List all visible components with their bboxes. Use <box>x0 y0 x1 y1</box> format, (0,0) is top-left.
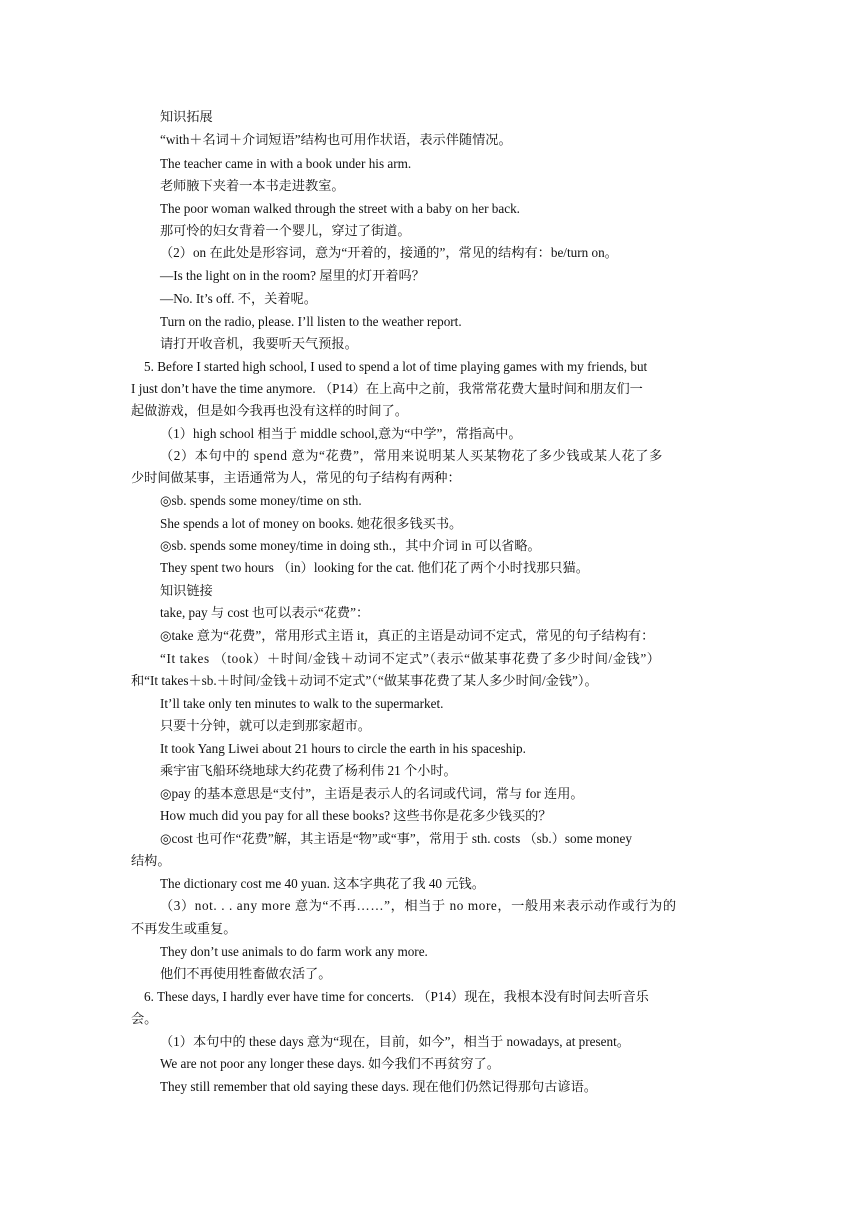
text-line: 起做游戏，但是如今我再也没有这样的时间了。 <box>131 403 408 418</box>
text-line: ◎take 意为“花费”，常用形式主语 it，真正的主语是动词不定式，常见的句子结构有： <box>160 628 655 643</box>
item-6-line: 6. These days, I hardly ever have time for concerts. （P14）现在，我根本没有时间去听音乐 <box>144 989 649 1004</box>
text-line: They spent two hours （in）looking for the cat. 他们花了两个小时找那只猫。 <box>160 560 589 575</box>
text-line: 不再发生或重复。 <box>131 921 237 936</box>
text-line: 结构。 <box>131 853 171 868</box>
text-line: 会。 <box>131 1011 158 1026</box>
text-line: ◎cost 也可作“花费”解，其主语是“物”或“事”，常用于 sth. costs （sb.）some money <box>160 831 632 846</box>
heading-knowledge-link: 知识链接 <box>160 583 213 598</box>
text-line: ◎pay 的基本意思是“支付”，主语是表示人的名词或代词，常与 for 连用。 <box>160 786 584 801</box>
text-line: I just don’t have the time anymore. （P14）在上高中之前，我常常花费大量时间和朋友们一 <box>131 381 643 396</box>
text-line: It took Yang Liwei about 21 hours to circle the earth in his spaceship. <box>160 741 526 756</box>
text-line: They don’t use animals to do farm work any more. <box>160 944 428 959</box>
text-line: 乘宇宙飞船环绕地球大约花费了杨利伟 21 个小时。 <box>160 763 457 778</box>
text-line: （1）high school 相当于 middle school,意为“中学”，常指高中。 <box>160 426 522 441</box>
text-line: She spends a lot of money on books. 她花很多钱买书。 <box>160 516 463 531</box>
text-line: ◎sb. spends some money/time in doing sth.，其中介词 in 可以省略。 <box>160 538 541 553</box>
text-line: “with＋名词＋介词短语”结构也可用作状语，表示伴随情况。 <box>160 132 512 147</box>
text-line: 那可怜的妇女背着一个婴儿，穿过了街道。 <box>160 223 411 238</box>
heading-knowledge-extension: 知识拓展 <box>160 109 213 124</box>
item-5-line: 5. Before I started high school, I used to spend a lot of time playing games with my friends, but <box>144 359 648 374</box>
text-line: “It takes （took）＋时间/金钱＋动词不定式”（表示“做某事花费了多少时间/金钱”） <box>160 651 661 666</box>
text-line: ◎sb. spends some money/time on sth. <box>160 493 362 508</box>
text-line: It’ll take only ten minutes to walk to the supermarket. <box>160 696 444 711</box>
text-line: Turn on the radio, please. I’ll listen to the weather report. <box>160 314 462 329</box>
text-line: 和“It takes＋sb.＋时间/金钱＋动词不定式”（“做某事花费了某人多少时间/金钱”）。 <box>131 673 598 688</box>
text-line: How much did you pay for all these books? 这些书你是花多少钱买的？ <box>160 808 552 823</box>
text-line: 少时间做某事，主语通常为人，常见的句子结构有两种： <box>131 470 461 485</box>
text-line: The poor woman walked through the street with a baby on her back. <box>160 201 520 216</box>
text-line: （3）not. . . any more 意为“不再……”，相当于 no more，一般用来表示动作或行为的 <box>160 898 677 913</box>
text-line: —Is the light on in the room? 屋里的灯开着吗？ <box>160 268 425 283</box>
text-line: （2）on 在此处是形容词，意为“开着的，接通的”，常见的结构有：be/turn on。 <box>160 245 618 260</box>
text-line: The dictionary cost me 40 yuan. 这本字典花了我 40 元钱。 <box>160 876 485 891</box>
text-line: —No. It’s off. 不，关着呢。 <box>160 291 317 306</box>
text-line: （1）本句中的 these days 意为“现在，目前，如今”，相当于 nowadays, at present。 <box>160 1034 630 1049</box>
text-line: The teacher came in with a book under his arm. <box>160 156 412 171</box>
text-line: 请打开收音机，我要听天气预报。 <box>160 336 358 351</box>
text-line: take, pay 与 cost 也可以表示“花费”： <box>160 605 370 620</box>
text-line: 他们不再使用牲畜做农活了。 <box>160 966 332 981</box>
text-line: We are not poor any longer these days. 如今我们不再贫穷了。 <box>160 1056 500 1071</box>
text-line: （2）本句中的 spend 意为“花费”，常用来说明某人买某物花了多少钱或某人花了多 <box>160 448 663 463</box>
text-line: They still remember that old saying these days. 现在他们仍然记得那句古谚语。 <box>160 1079 597 1094</box>
text-line: 只要十分钟，就可以走到那家超市。 <box>160 718 371 733</box>
text-line: 老师腋下夹着一本书走进教室。 <box>160 178 345 193</box>
